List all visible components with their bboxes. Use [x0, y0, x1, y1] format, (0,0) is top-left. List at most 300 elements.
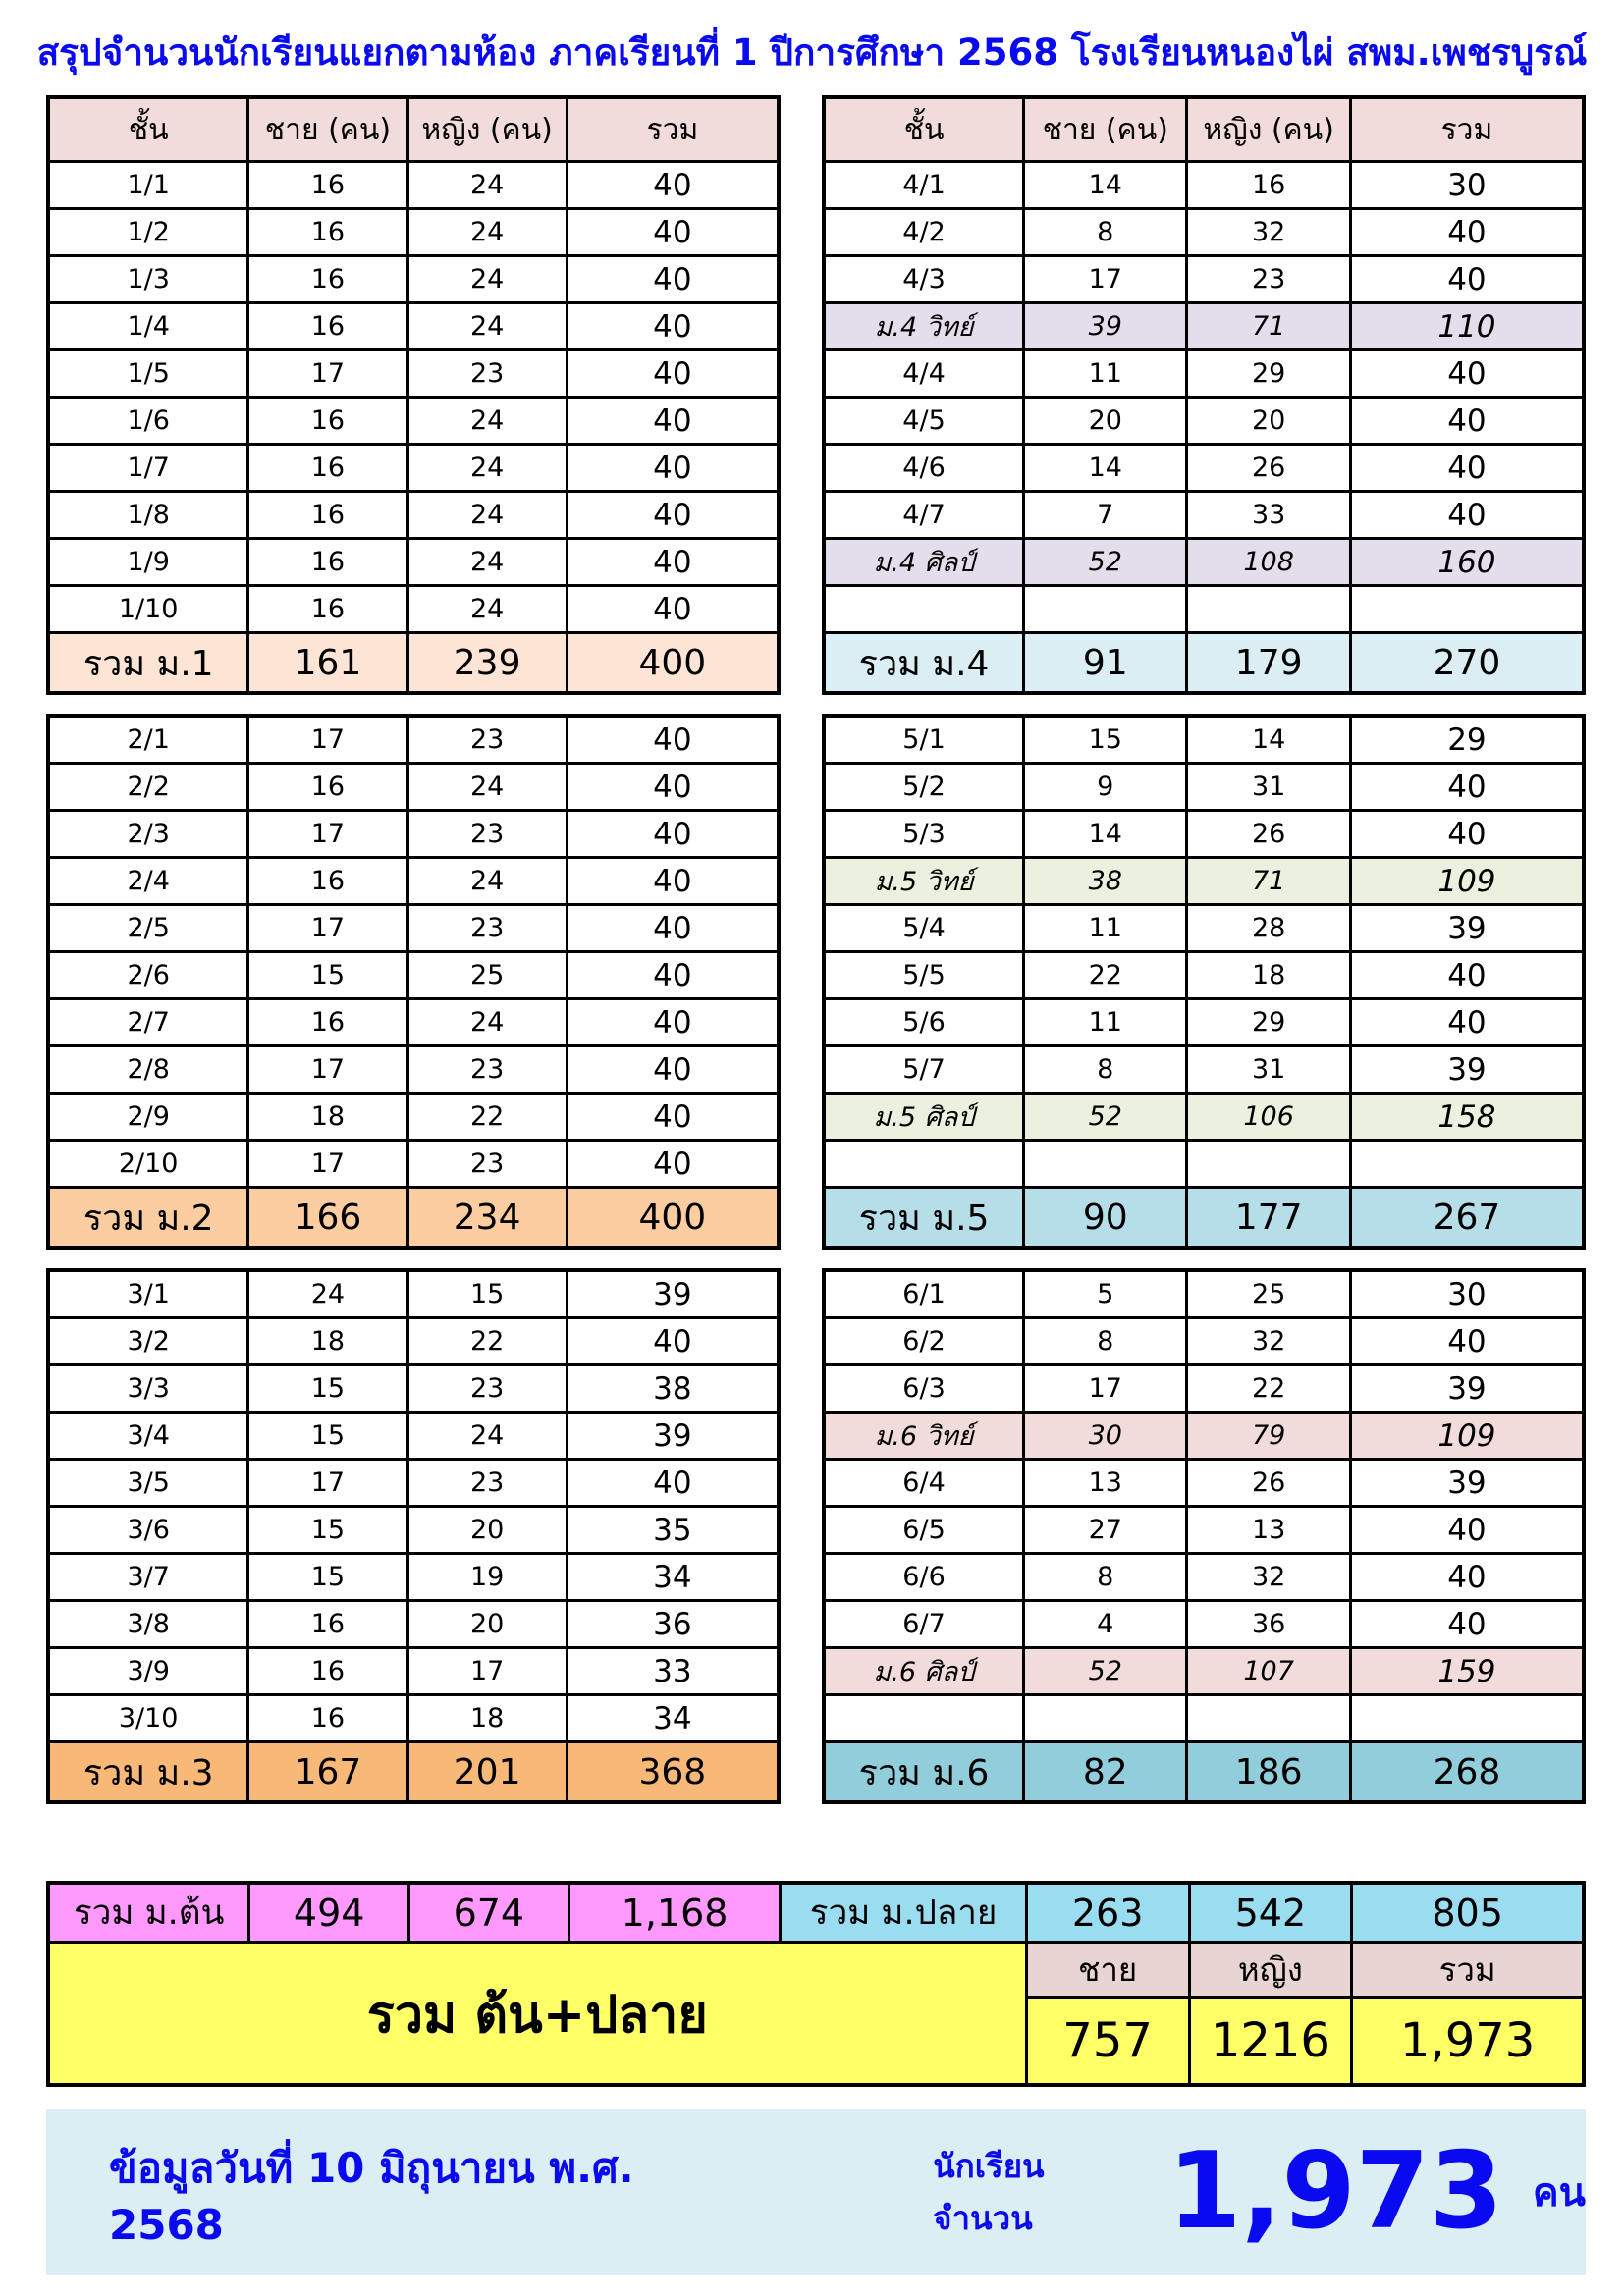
male-count: 16 [248, 999, 407, 1046]
class-label: 2/10 [48, 1141, 248, 1188]
table-row [48, 1695, 779, 1742]
male-count: 38 [1024, 858, 1187, 905]
class-label: 2/3 [48, 811, 248, 858]
class-label: 6/1 [824, 1270, 1024, 1318]
table-row [824, 764, 1584, 811]
junior-female-total: 674 [409, 1883, 569, 1943]
column-header-total: รวม [567, 97, 779, 162]
female-count: 24 [407, 586, 567, 633]
female-count: 179 [1187, 633, 1350, 694]
class-label: 1/8 [48, 492, 248, 539]
class-label: 4/7 [824, 492, 1024, 539]
senior-total-label: รวม ม.ปลาย [781, 1883, 1026, 1943]
class-label [824, 1141, 1024, 1188]
class-label: 5/1 [824, 716, 1024, 764]
table-row [48, 952, 779, 999]
male-count: 18 [248, 1094, 407, 1141]
table-row [824, 1046, 1584, 1094]
table-row [824, 716, 1584, 764]
table-row [824, 398, 1584, 445]
female-count: 108 [1187, 539, 1350, 586]
total-count: 40 [1350, 811, 1584, 858]
level-totals-row [48, 1883, 1584, 1943]
female-count: 107 [1187, 1648, 1350, 1695]
total-count: 39 [567, 1413, 779, 1460]
student-count-label: นักเรียนจำนวน [933, 2147, 1045, 2237]
female-count: 22 [1187, 1365, 1350, 1413]
class-label: 5/6 [824, 999, 1024, 1046]
male-count: 18 [248, 1318, 407, 1365]
data-date-text: ข้อมูลวันที่ 10 มิถุนายน พ.ศ. 2568 [109, 2143, 634, 2249]
table-row [48, 811, 779, 858]
class-label: 5/3 [824, 811, 1024, 858]
class-label: 1/1 [48, 162, 248, 209]
class-label: ม.5 วิทย์ [824, 858, 1024, 905]
total-count: 267 [1350, 1188, 1584, 1249]
left-column [46, 95, 781, 1823]
empty-row [824, 1695, 1584, 1742]
female-count [1187, 1141, 1350, 1188]
total-count: 40 [567, 811, 779, 858]
senior-male-total: 263 [1026, 1883, 1189, 1943]
class-label: 3/3 [48, 1365, 248, 1413]
male-count: 16 [248, 162, 407, 209]
class-label: 3/7 [48, 1554, 248, 1601]
male-count: 16 [248, 445, 407, 492]
class-label: 2/9 [48, 1094, 248, 1141]
total-count: 270 [1350, 633, 1584, 694]
male-count: 7 [1024, 492, 1187, 539]
class-label: รวม ม.6 [824, 1742, 1024, 1803]
class-label: รวม ม.1 [48, 633, 248, 694]
female-count: 24 [407, 1413, 567, 1460]
total-count: 34 [567, 1554, 779, 1601]
table-row [824, 1554, 1584, 1601]
total-count: 40 [567, 1094, 779, 1141]
female-count: 29 [1187, 350, 1350, 398]
female-count: 16 [1187, 162, 1350, 209]
program-subtotal-row [824, 1094, 1584, 1141]
class-label: 2/4 [48, 858, 248, 905]
grade-total-row [824, 633, 1584, 694]
class-label: 4/3 [824, 256, 1024, 303]
female-count: 106 [1187, 1094, 1350, 1141]
male-count: 24 [248, 1270, 407, 1318]
class-label: 3/9 [48, 1648, 248, 1695]
table-row [48, 445, 779, 492]
female-count: 14 [1187, 716, 1350, 764]
column-header-female: หญิง (คน) [1187, 97, 1350, 162]
female-count: 33 [1187, 492, 1350, 539]
female-count: 24 [407, 209, 567, 256]
class-label: 2/2 [48, 764, 248, 811]
program-subtotal-row [824, 539, 1584, 586]
female-count: 31 [1187, 1046, 1350, 1094]
male-count: 161 [248, 633, 407, 694]
total-count: 40 [567, 492, 779, 539]
class-label: 1/5 [48, 350, 248, 398]
total-count: 39 [1350, 1365, 1584, 1413]
male-count: 15 [248, 1413, 407, 1460]
table-row [48, 1554, 779, 1601]
grand-total-label: รวม ต้น+ปลาย [48, 1943, 1026, 2086]
table-row [48, 1601, 779, 1648]
female-count: 24 [407, 256, 567, 303]
table-row [48, 716, 779, 764]
empty-row [824, 1141, 1584, 1188]
table-row [824, 350, 1584, 398]
table-row [824, 1318, 1584, 1365]
total-count: 40 [567, 716, 779, 764]
class-label: 1/3 [48, 256, 248, 303]
female-count: 28 [1187, 905, 1350, 952]
male-count: 16 [248, 1648, 407, 1695]
total-count: 368 [567, 1742, 779, 1803]
total-count: 40 [567, 586, 779, 633]
class-label: 1/2 [48, 209, 248, 256]
total-count: 400 [567, 633, 779, 694]
male-count: 16 [248, 209, 407, 256]
female-count: 25 [407, 952, 567, 999]
table-row [824, 256, 1584, 303]
table-row [824, 162, 1584, 209]
table-row [48, 1648, 779, 1695]
male-count: 16 [248, 1695, 407, 1742]
total-count: 40 [567, 858, 779, 905]
summary-section [0, 1823, 1624, 2087]
male-count: 15 [248, 1507, 407, 1554]
total-count: 40 [567, 952, 779, 999]
grade-tables-grid [0, 95, 1624, 1823]
total-count: 39 [1350, 1460, 1584, 1507]
male-count: 16 [248, 858, 407, 905]
total-count: 40 [567, 1046, 779, 1094]
class-label: 2/7 [48, 999, 248, 1046]
male-count: 8 [1024, 1318, 1187, 1365]
class-label [824, 586, 1024, 633]
total-count: 40 [1350, 350, 1584, 398]
grade-total-row [48, 1742, 779, 1803]
program-subtotal-row [824, 303, 1584, 350]
total-count: 30 [1350, 162, 1584, 209]
right-column [822, 95, 1586, 1823]
total-count: 40 [1350, 398, 1584, 445]
class-label: 6/3 [824, 1365, 1024, 1413]
empty-row [824, 586, 1584, 633]
female-count: 19 [407, 1554, 567, 1601]
total-count: 40 [1350, 492, 1584, 539]
class-label: 6/7 [824, 1601, 1024, 1648]
female-count: 22 [407, 1318, 567, 1365]
table-m5 [822, 714, 1586, 1250]
female-count: 23 [407, 1046, 567, 1094]
table-row [48, 539, 779, 586]
female-count: 23 [407, 1141, 567, 1188]
female-count: 23 [407, 905, 567, 952]
total-count: 40 [567, 1318, 779, 1365]
female-count: 24 [407, 445, 567, 492]
table-row [824, 1601, 1584, 1648]
total-count: 40 [1350, 209, 1584, 256]
male-count: 167 [248, 1742, 407, 1803]
class-label: ม.5 ศิลป์ [824, 1094, 1024, 1141]
table-m2 [46, 714, 781, 1250]
table-row [824, 1270, 1584, 1318]
table-row [48, 1460, 779, 1507]
program-subtotal-row [824, 1648, 1584, 1695]
male-count: 15 [248, 1365, 407, 1413]
total-count: 35 [567, 1507, 779, 1554]
female-count: 29 [1187, 999, 1350, 1046]
male-count: 13 [1024, 1460, 1187, 1507]
table-m6 [822, 1268, 1586, 1804]
total-count: 40 [567, 764, 779, 811]
class-label: 5/2 [824, 764, 1024, 811]
total-count: 110 [1350, 303, 1584, 350]
total-count: 29 [1350, 716, 1584, 764]
table-row [48, 1270, 779, 1318]
female-count: 22 [407, 1094, 567, 1141]
table-row [48, 303, 779, 350]
class-label: 1/9 [48, 539, 248, 586]
grand-header-row [48, 1943, 1584, 1998]
female-count: 26 [1187, 811, 1350, 858]
class-label: 6/2 [824, 1318, 1024, 1365]
table-row [48, 162, 779, 209]
total-count: 40 [567, 398, 779, 445]
male-count: 52 [1024, 539, 1187, 586]
class-label: ม.6 ศิลป์ [824, 1648, 1024, 1695]
male-count: 15 [248, 952, 407, 999]
grade-total-row [48, 633, 779, 694]
table-row [824, 492, 1584, 539]
female-count: 20 [407, 1507, 567, 1554]
male-count: 8 [1024, 1046, 1187, 1094]
male-count [1024, 586, 1187, 633]
female-count: 36 [1187, 1601, 1350, 1648]
class-label: 3/4 [48, 1413, 248, 1460]
total-count: 158 [1350, 1094, 1584, 1141]
female-count: 24 [407, 858, 567, 905]
female-count: 23 [407, 716, 567, 764]
total-count: 40 [567, 350, 779, 398]
class-label: 4/1 [824, 162, 1024, 209]
junior-male-total: 494 [249, 1883, 409, 1943]
class-label: 6/6 [824, 1554, 1024, 1601]
female-count: 186 [1187, 1742, 1350, 1803]
table-row [824, 952, 1584, 999]
table-row [48, 398, 779, 445]
table-row [48, 1413, 779, 1460]
male-count: 14 [1024, 445, 1187, 492]
table-row [48, 1141, 779, 1188]
table-m3 [46, 1268, 781, 1804]
male-count: 16 [248, 256, 407, 303]
male-count: 17 [248, 1460, 407, 1507]
male-count: 5 [1024, 1270, 1187, 1318]
total-count: 33 [567, 1648, 779, 1695]
class-label: 3/6 [48, 1507, 248, 1554]
class-label: 2/6 [48, 952, 248, 999]
class-label: 3/8 [48, 1601, 248, 1648]
male-count: 14 [1024, 162, 1187, 209]
female-count: 24 [407, 398, 567, 445]
female-count: 201 [407, 1742, 567, 1803]
female-count: 32 [1187, 1318, 1350, 1365]
header-row [824, 97, 1584, 162]
male-count: 16 [248, 303, 407, 350]
male-count: 8 [1024, 209, 1187, 256]
male-count: 16 [248, 492, 407, 539]
female-count: 79 [1187, 1413, 1350, 1460]
female-count: 23 [407, 1365, 567, 1413]
class-label: 3/2 [48, 1318, 248, 1365]
female-count [1187, 586, 1350, 633]
total-count: 40 [1350, 256, 1584, 303]
table-row [824, 1507, 1584, 1554]
column-header-grade: ชั้น [48, 97, 248, 162]
male-count: 20 [1024, 398, 1187, 445]
table-row [48, 492, 779, 539]
total-count: 40 [567, 209, 779, 256]
female-count: 23 [1187, 256, 1350, 303]
male-count: 17 [248, 1141, 407, 1188]
male-count: 17 [1024, 1365, 1187, 1413]
class-label: 4/4 [824, 350, 1024, 398]
male-count: 82 [1024, 1742, 1187, 1803]
female-count: 239 [407, 633, 567, 694]
female-count: 234 [407, 1188, 567, 1249]
male-count: 11 [1024, 905, 1187, 952]
male-count: 39 [1024, 303, 1187, 350]
total-count: 40 [567, 445, 779, 492]
table-row [824, 811, 1584, 858]
table-row [48, 1094, 779, 1141]
total-count: 40 [1350, 999, 1584, 1046]
male-count: 14 [1024, 811, 1187, 858]
total-count: 109 [1350, 1413, 1584, 1460]
total-count [1350, 1695, 1584, 1742]
table-row [824, 905, 1584, 952]
total-count: 40 [567, 303, 779, 350]
class-label: 5/5 [824, 952, 1024, 999]
class-label: 3/10 [48, 1695, 248, 1742]
female-count: 32 [1187, 209, 1350, 256]
table-row [824, 999, 1584, 1046]
male-count: 4 [1024, 1601, 1187, 1648]
male-count: 17 [248, 905, 407, 952]
grade-total-row [48, 1188, 779, 1249]
class-label: รวม ม.4 [824, 633, 1024, 694]
female-count: 17 [407, 1648, 567, 1695]
total-count: 40 [1350, 1554, 1584, 1601]
female-count: 20 [1187, 398, 1350, 445]
male-count: 91 [1024, 633, 1187, 694]
female-count: 23 [407, 350, 567, 398]
total-count: 40 [567, 1141, 779, 1188]
student-count-unit: คน [1532, 2170, 1586, 2216]
table-row [824, 1365, 1584, 1413]
class-label: 2/1 [48, 716, 248, 764]
total-count: 34 [567, 1695, 779, 1742]
male-count: 17 [1024, 256, 1187, 303]
class-label: 2/8 [48, 1046, 248, 1094]
grand-male-header: ชาย [1026, 1943, 1189, 1998]
column-header-male: ชาย (คน) [1024, 97, 1187, 162]
total-count: 39 [1350, 905, 1584, 952]
table-row [48, 586, 779, 633]
male-count: 52 [1024, 1094, 1187, 1141]
class-label: ม.4 ศิลป์ [824, 539, 1024, 586]
table-row [824, 1460, 1584, 1507]
class-label: 5/4 [824, 905, 1024, 952]
female-count [1187, 1695, 1350, 1742]
female-count: 31 [1187, 764, 1350, 811]
female-count: 24 [407, 764, 567, 811]
total-count: 40 [567, 256, 779, 303]
male-count: 17 [248, 811, 407, 858]
total-count: 268 [1350, 1742, 1584, 1803]
class-label: รวม ม.3 [48, 1742, 248, 1803]
female-count: 23 [407, 1460, 567, 1507]
male-count: 11 [1024, 999, 1187, 1046]
table-row [48, 1507, 779, 1554]
total-count: 40 [1350, 1601, 1584, 1648]
total-count: 36 [567, 1601, 779, 1648]
class-label: 4/5 [824, 398, 1024, 445]
header-row [48, 97, 779, 162]
total-count: 40 [567, 999, 779, 1046]
male-count: 27 [1024, 1507, 1187, 1554]
grand-female-value: 1216 [1189, 1998, 1352, 2086]
total-count: 160 [1350, 539, 1584, 586]
table-row [48, 764, 779, 811]
junior-grand-total: 1,168 [568, 1883, 781, 1943]
column-header-female: หญิง (คน) [407, 97, 567, 162]
table-row [48, 1365, 779, 1413]
class-label: ม.6 วิทย์ [824, 1413, 1024, 1460]
female-count: 26 [1187, 1460, 1350, 1507]
total-count: 40 [567, 1460, 779, 1507]
total-count: 109 [1350, 858, 1584, 905]
male-count: 15 [248, 1554, 407, 1601]
table-row [48, 858, 779, 905]
male-count: 9 [1024, 764, 1187, 811]
class-label: 3/1 [48, 1270, 248, 1318]
class-label: 4/2 [824, 209, 1024, 256]
female-count: 24 [407, 999, 567, 1046]
female-count: 20 [407, 1601, 567, 1648]
column-header-grade: ชั้น [824, 97, 1024, 162]
total-count: 400 [567, 1188, 779, 1249]
class-label: รวม ม.5 [824, 1188, 1024, 1249]
class-label: 1/7 [48, 445, 248, 492]
class-label: 3/5 [48, 1460, 248, 1507]
class-label: รวม ม.2 [48, 1188, 248, 1249]
table-row [48, 256, 779, 303]
class-label: 5/7 [824, 1046, 1024, 1094]
table-row [48, 905, 779, 952]
total-count: 40 [567, 539, 779, 586]
female-count: 24 [407, 162, 567, 209]
class-label: ม.4 วิทย์ [824, 303, 1024, 350]
junior-total-label: รวม ม.ต้น [48, 1883, 249, 1943]
table-m1 [46, 95, 781, 695]
class-label: 1/4 [48, 303, 248, 350]
summary-table [46, 1881, 1586, 2087]
female-count: 13 [1187, 1507, 1350, 1554]
male-count: 11 [1024, 350, 1187, 398]
